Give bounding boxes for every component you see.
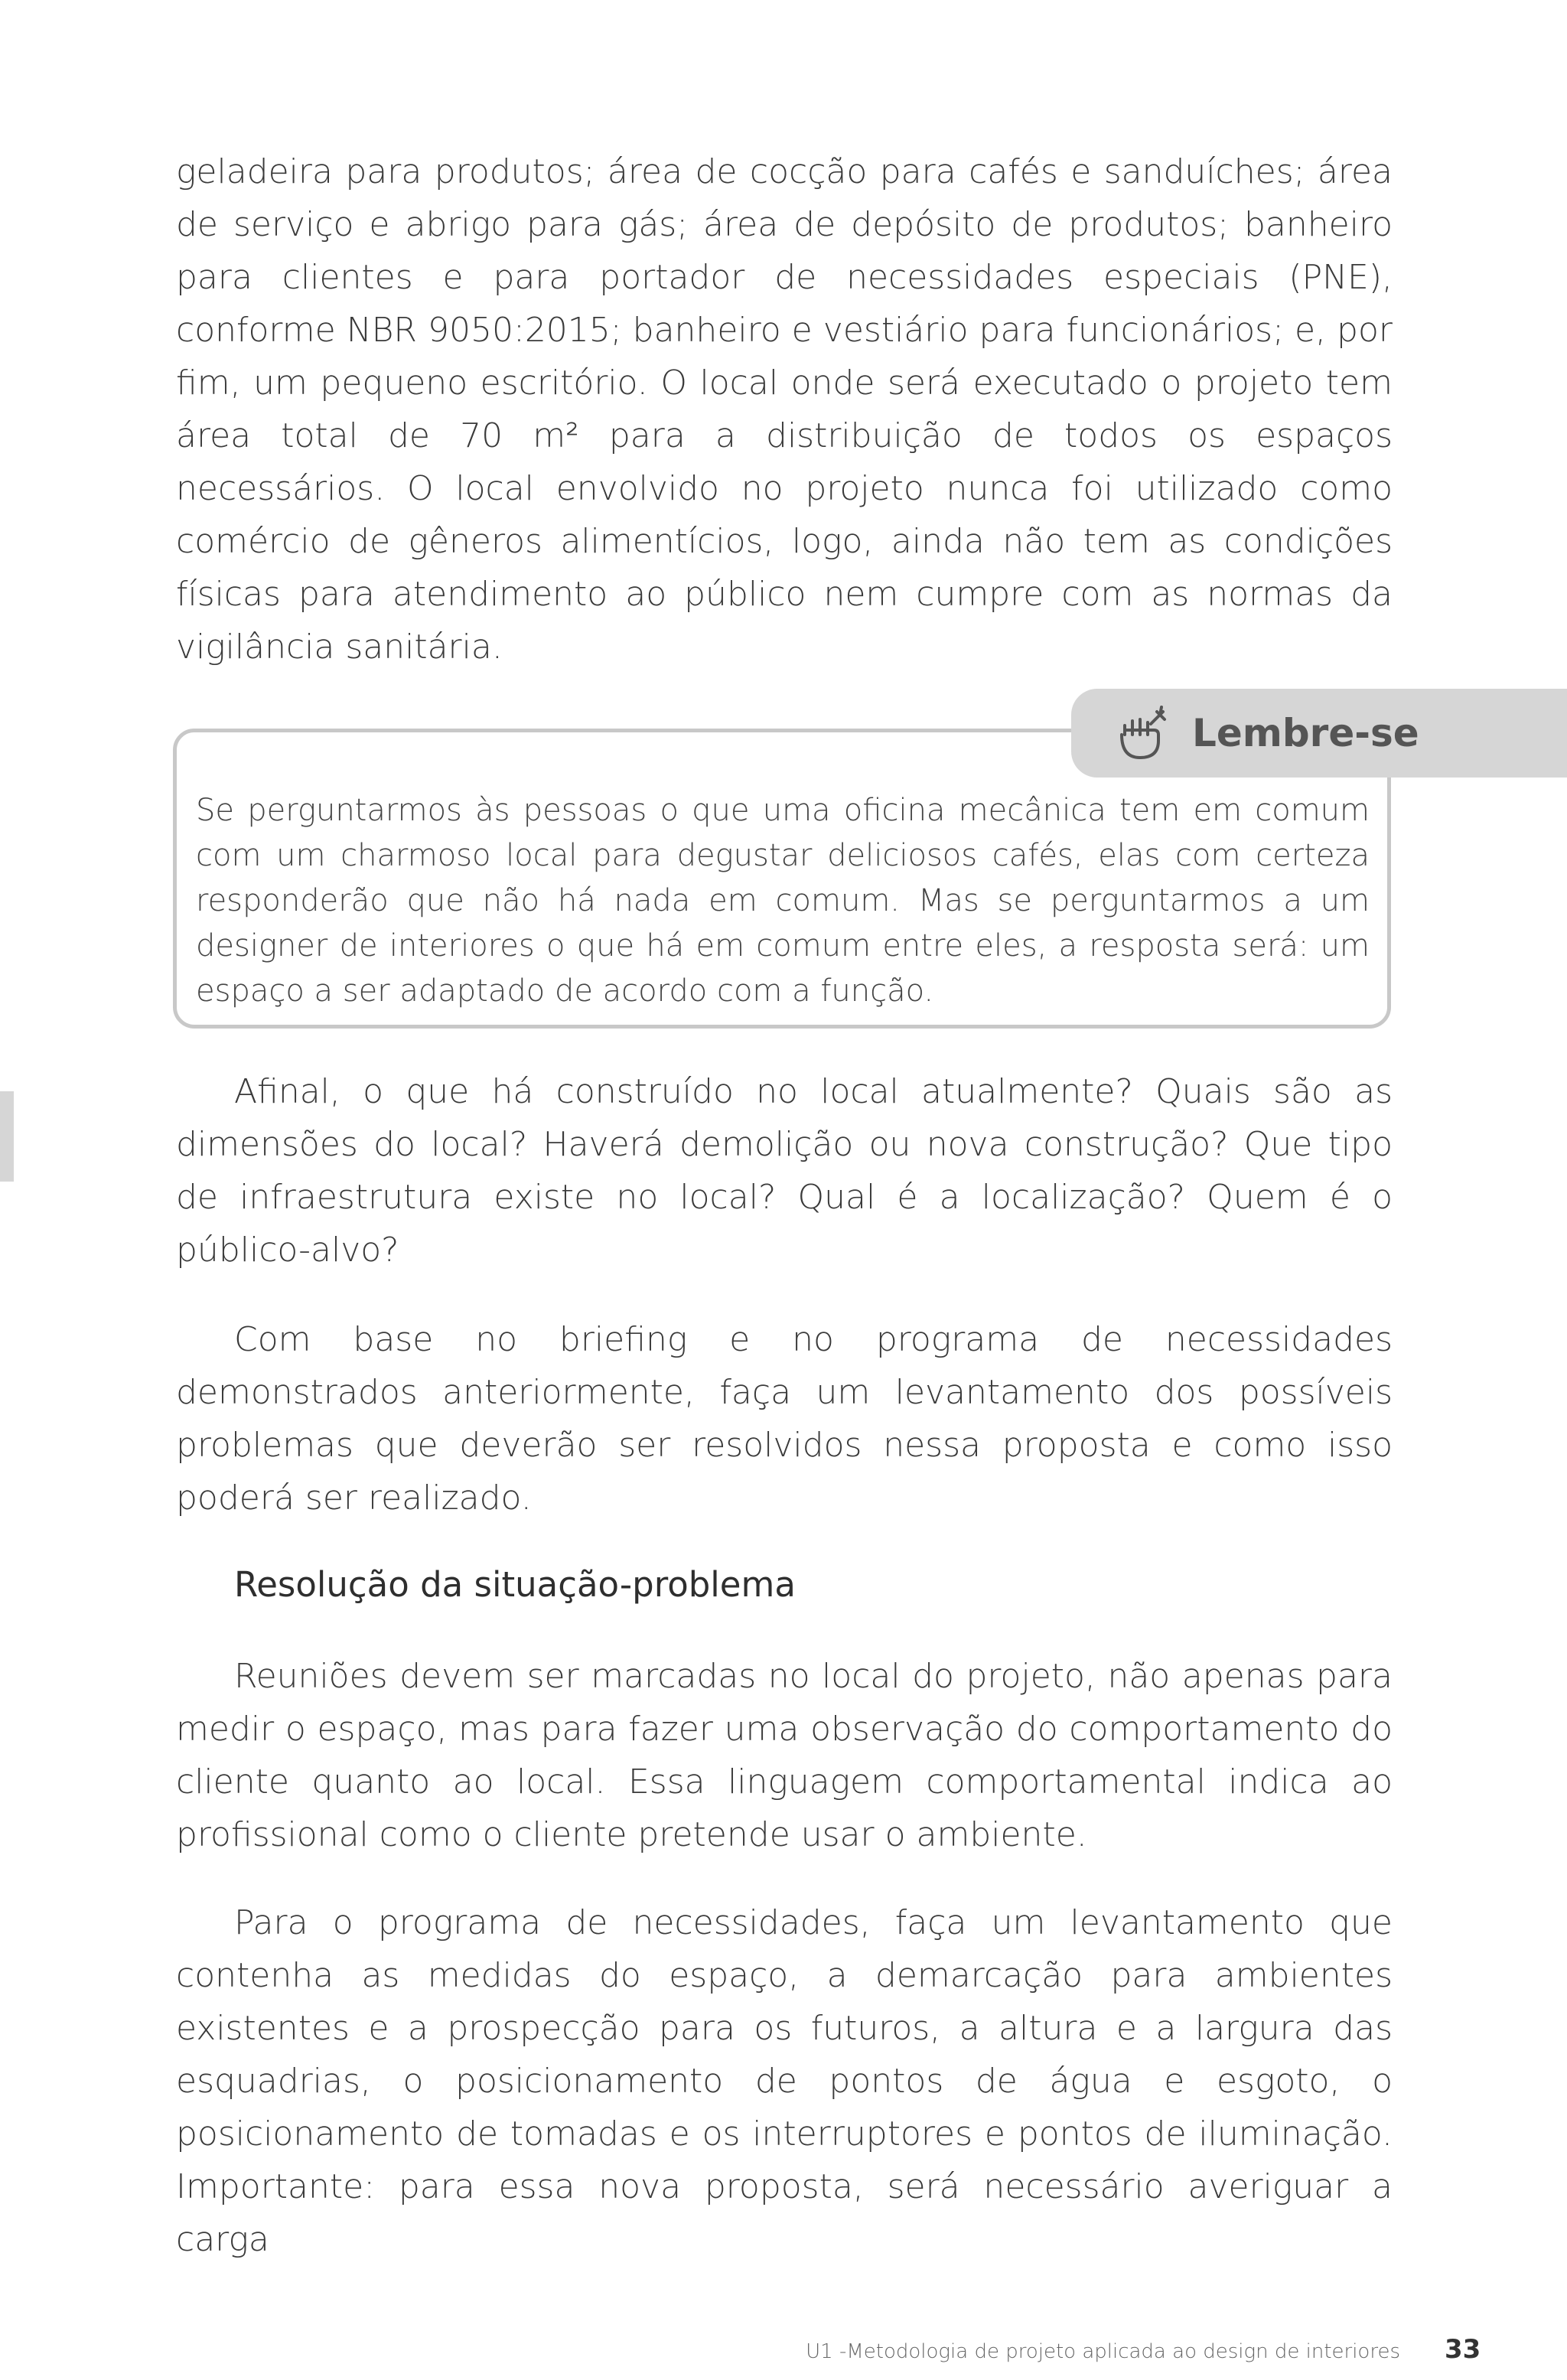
paragraph-task: Com base no briefing e no programa de necessidades demonstrados anteriormente, faça um levantamento dos possíveis problemas que deverão ser resolvidos nessa proposta e como isso poderá ser realizado.: [176, 1320, 1393, 1518]
reminder-tab: [1071, 689, 1567, 778]
running-footer: U1 -Metodologia de projeto aplicada ao design de interiores: [806, 2340, 1400, 2363]
paragraph-questions: Afinal, o que há construído no local atualmente? Quais são as dimensões do local? Haverá demolição ou nova construção? Que tipo de infraestrutura existe no local? Qual é a localização? Quem é o público-alvo?: [176, 1072, 1393, 1270]
reminder-text: Se perguntarmos às pessoas o que uma oficina mecânica tem em comum com um charmoso local para degustar deliciosos cafés, elas com certeza responderão que não há nada em comum. Mas se perguntarmos a um designer de interiores o que há em comum entre eles, a resposta será: um espaço a ser adaptado de acordo com a função.: [196, 793, 1370, 1009]
section-heading: Resolução da situação-problema: [234, 1564, 796, 1605]
paragraph-intro: geladeira para produtos; área de cocção para cafés e sanduíches; área de serviço e abrigo para gás; área de depósito de produtos; banheiro para clientes e para portador de necessidades especiais (PNE), conforme NBR 9050:2015; banheiro e vestiário para funcionários; e, por fim, um pequeno escritório. O local onde será executado o projeto tem área total de 70 m² para a distribuição de todos os espaços necessários. O local envolvido no projeto nunca foi utilizado como comércio de gêneros alimentícios, logo, ainda não tem as condições físicas para atendimento ao público nem cumpre com as normas da vigilância sanitária.: [176, 152, 1393, 667]
paragraph-meetings: Reuniões devem ser marcadas no local do projeto, não apenas para medir o espaço, mas para fazer uma observação do comportamento do cliente quanto ao local. Essa linguagem comportamental indica ao profissional como o cliente pretende usar o ambiente.: [176, 1657, 1393, 1854]
page-number: 33: [1445, 2334, 1481, 2365]
reminder-label: Lembre-se: [1192, 711, 1419, 755]
paragraph-program: Para o programa de necessidades, faça um levantamento que contenha as medidas do espaço, a demarcação para ambientes existentes e a prospecção para os futuros, a altura e a largura das esquadrias, o posicionamento de pontos de água e esgoto, o posicionamento de tomadas e os interruptores e pontos de iluminação. Importante: para essa nova proposta, será necessário averiguar a carga: [176, 1903, 1393, 2259]
side-marker: [0, 1091, 14, 1182]
hand-string-icon: [1117, 704, 1171, 762]
